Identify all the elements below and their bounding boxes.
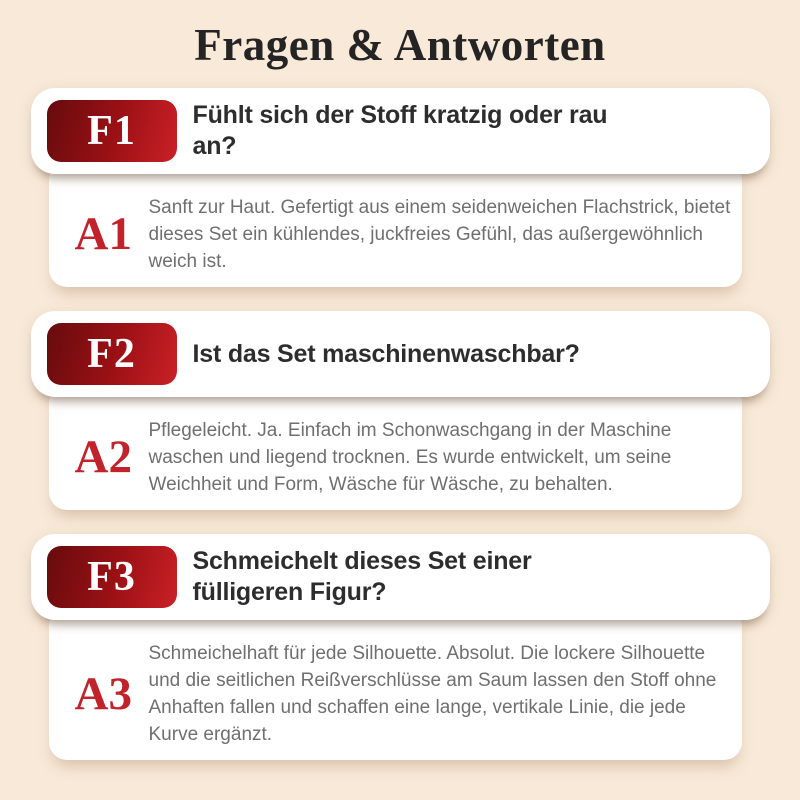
question-card-3 bbox=[31, 534, 770, 620]
question-text-1: Fühlt sich der Stoff kratzig oder rau an? bbox=[192, 101, 608, 160]
answer-card-1 bbox=[49, 162, 742, 287]
question-badge-1: F1 bbox=[47, 100, 177, 162]
answer-card-3 bbox=[49, 608, 742, 760]
question-badge-3: F3 bbox=[47, 546, 177, 608]
answer-text-1: Sanft zur Haut. Gefertigt aus einem seidenweichen Flachstrick, bietet dieses Set ein kühlendes, juckfreies Gefühl, das außergewöhnlich weich ist. bbox=[148, 197, 731, 272]
answer-text-2: Pflegeleicht. Ja. Einfach im Schonwaschgang in der Maschine waschen und liegend trocknen. Es wurde entwickelt, um seine Weichheit und Form, Wäsche für Wäsche, zu behalten. bbox=[148, 420, 672, 495]
answer-label-1: A1 bbox=[74, 208, 132, 260]
faq-item-2 bbox=[31, 311, 770, 510]
faq-item-3 bbox=[31, 534, 770, 760]
faq-item-1 bbox=[31, 88, 770, 287]
page-title: Fragen & Antworten bbox=[194, 20, 606, 70]
answer-card-2 bbox=[49, 385, 742, 510]
answer-label-3: A3 bbox=[74, 667, 132, 720]
question-text-3: Schmeichelt dieses Set einer fülligeren Figur? bbox=[192, 547, 532, 606]
question-text-2: Ist das Set maschinenwaschbar? bbox=[192, 339, 580, 368]
question-card-2 bbox=[31, 311, 770, 397]
faq-list bbox=[31, 88, 770, 760]
answer-label-2: A2 bbox=[74, 431, 132, 483]
answer-text-3: Schmeichelhaft für jede Silhouette. Absolut. Die lockere Silhouette und die seitlichen Reißverschlüsse am Saum lassen den Stoff ohne Anhaften fallen und schaffen eine lange, vertikale Linie, die jede Kurve ergänzt. bbox=[148, 643, 717, 745]
question-card-1 bbox=[31, 88, 770, 174]
question-badge-2: F2 bbox=[47, 323, 177, 385]
